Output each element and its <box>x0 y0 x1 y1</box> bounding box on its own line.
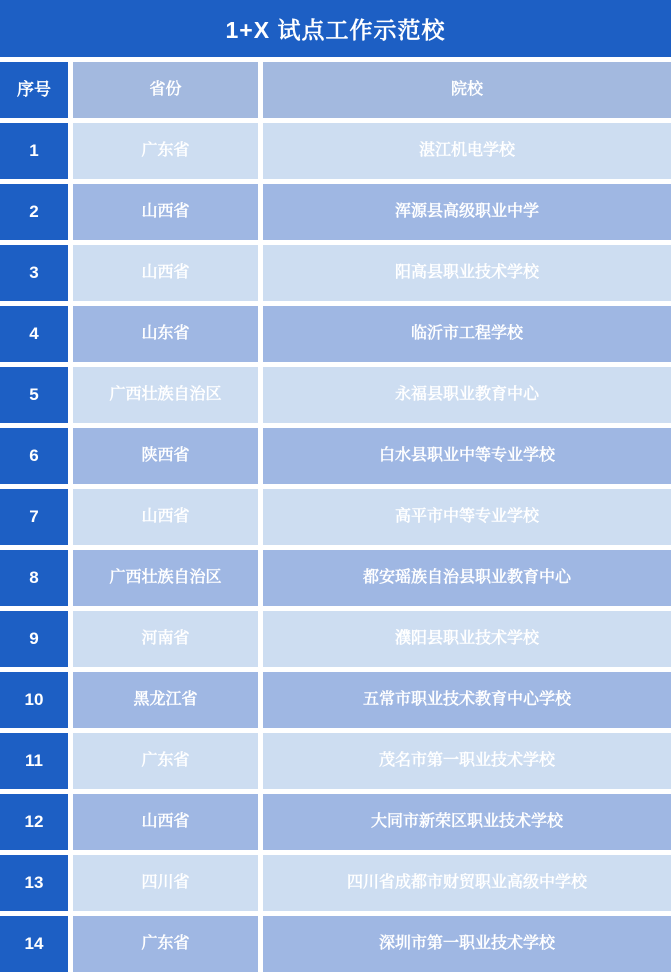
school-cell: 湛江机电学校 <box>263 123 671 179</box>
province-cell: 陕西省 <box>73 428 258 484</box>
school-cell: 四川省成都市财贸职业高级中学校 <box>263 855 671 911</box>
school-cell: 都安瑶族自治县职业教育中心 <box>263 550 671 606</box>
province-cell: 广东省 <box>73 733 258 789</box>
school-cell: 阳高县职业技术学校 <box>263 245 671 301</box>
school-cell: 深圳市第一职业技术学校 <box>263 916 671 972</box>
school-cell: 白水县职业中等专业学校 <box>263 428 671 484</box>
school-cell: 大同市新荣区职业技术学校 <box>263 794 671 850</box>
province-cell: 广东省 <box>73 123 258 179</box>
province-cell: 山西省 <box>73 794 258 850</box>
school-cell: 永福县职业教育中心 <box>263 367 671 423</box>
row-number-cell: 4 <box>0 306 68 362</box>
column-header-no: 序号 <box>0 62 68 118</box>
row-number-cell: 6 <box>0 428 68 484</box>
school-cell: 临沂市工程学校 <box>263 306 671 362</box>
school-cell: 濮阳县职业技术学校 <box>263 611 671 667</box>
column-header-province: 省份 <box>73 62 258 118</box>
row-number-cell: 11 <box>0 733 68 789</box>
row-number-cell: 14 <box>0 916 68 972</box>
column-header-school: 院校 <box>263 62 671 118</box>
school-cell: 茂名市第一职业技术学校 <box>263 733 671 789</box>
row-number-cell: 10 <box>0 672 68 728</box>
row-number-cell: 5 <box>0 367 68 423</box>
school-cell: 浑源县高级职业中学 <box>263 184 671 240</box>
province-cell: 黑龙江省 <box>73 672 258 728</box>
schools-table <box>0 62 671 972</box>
row-number-cell: 13 <box>0 855 68 911</box>
province-cell: 广西壮族自治区 <box>73 367 258 423</box>
school-cell: 五常市职业技术教育中心学校 <box>263 672 671 728</box>
row-number-cell: 8 <box>0 550 68 606</box>
row-number-cell: 12 <box>0 794 68 850</box>
province-cell: 广西壮族自治区 <box>73 550 258 606</box>
province-cell: 山西省 <box>73 245 258 301</box>
province-cell: 河南省 <box>73 611 258 667</box>
row-number-cell: 7 <box>0 489 68 545</box>
province-cell: 四川省 <box>73 855 258 911</box>
province-cell: 山东省 <box>73 306 258 362</box>
row-number-cell: 2 <box>0 184 68 240</box>
row-number-cell: 1 <box>0 123 68 179</box>
table-title: 1+X 试点工作示范校 <box>0 0 671 57</box>
province-cell: 广东省 <box>73 916 258 972</box>
row-number-cell: 3 <box>0 245 68 301</box>
province-cell: 山西省 <box>73 489 258 545</box>
school-cell: 高平市中等专业学校 <box>263 489 671 545</box>
province-cell: 山西省 <box>73 184 258 240</box>
row-number-cell: 9 <box>0 611 68 667</box>
